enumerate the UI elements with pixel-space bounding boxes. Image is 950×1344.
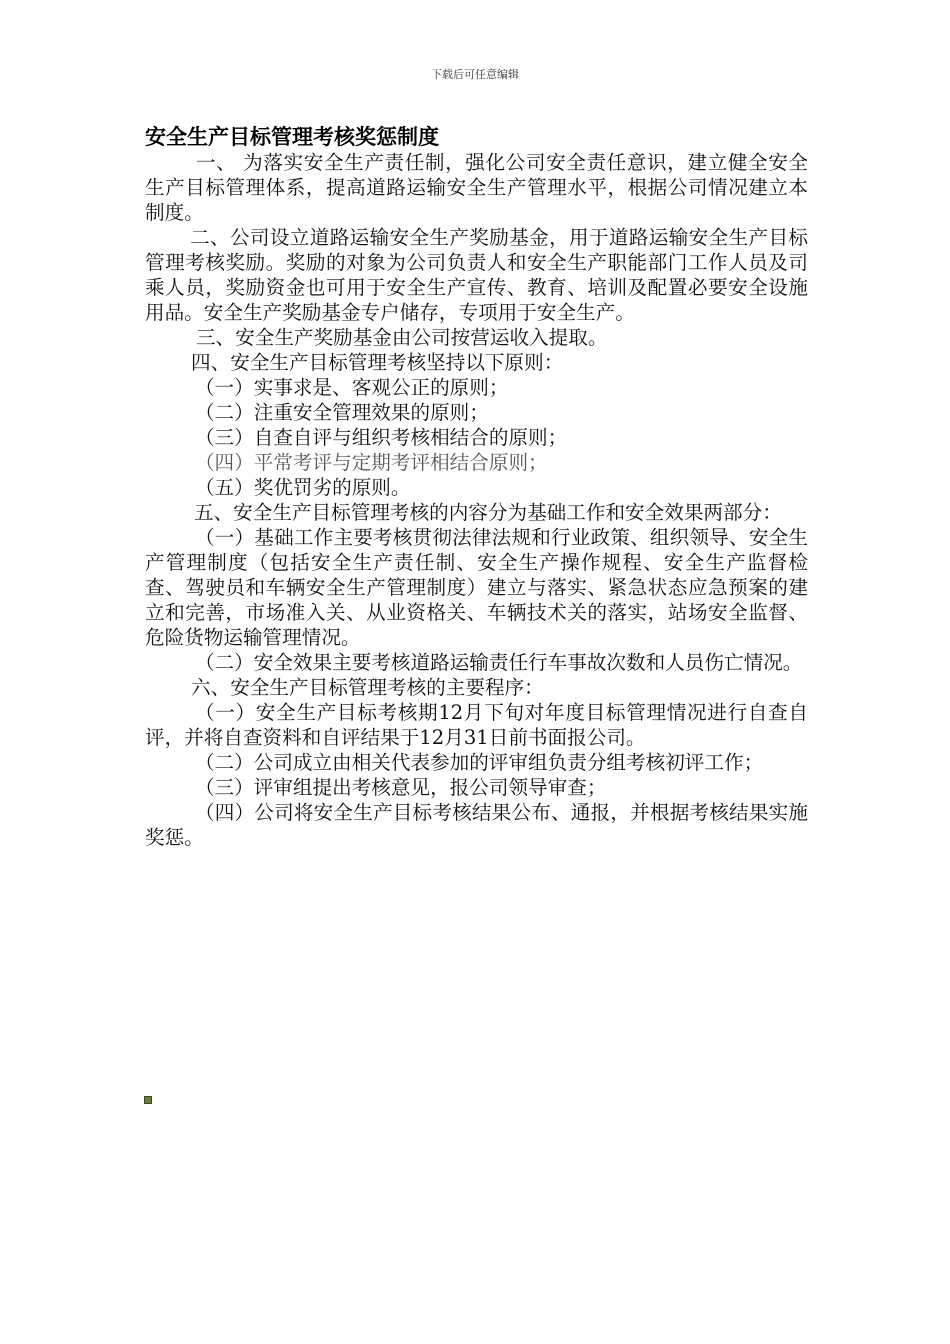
paragraph-1: 一、 为落实安全生产责任制，强化公司安全责任意识，建立健全安全生产目标管理体系，提高道路运输安全生产管理水平，根据公司情况建立本制度。 — [145, 151, 808, 224]
principle-5: （五）奖优罚劣的原则。 — [194, 476, 411, 499]
paragraph-6: 六、安全生产目标管理考核的主要程序： — [191, 676, 544, 699]
document-body — [145, 124, 808, 850]
small-image-icon — [144, 1096, 152, 1104]
principle-1: （一）实事求是、客观公正的原则； — [194, 376, 509, 399]
procedure-item-2: （二）公司成立由相关代表参加的评审组负责分组考核初评工作； — [194, 751, 764, 774]
procedure-item-1: （一）安全生产目标考核期12月下旬对年度目标管理情况进行自查自评，并将自查资料和自评结果于12月31日前书面报公司。 — [145, 701, 808, 749]
procedure-item-4: （四）公司将安全生产目标考核结果公布、通报，并根据考核结果实施奖惩。 — [145, 801, 808, 849]
paragraph-4: 四、安全生产目标管理考核坚持以下原则： — [191, 351, 564, 374]
content-item-2: （二）安全效果主要考核道路运输责任行车事故次数和人员伤亡情况。 — [194, 651, 803, 674]
procedure-item-3: （三）评审组提出考核意见，报公司领导审查； — [194, 776, 607, 799]
principle-4: （四）平常考评与定期考评相结合原则； — [194, 451, 548, 474]
paragraph-2: 二、公司设立道路运输安全生产奖励基金，用于道路运输安全生产目标管理考核奖励。奖励的对象为公司负责人和安全生产职能部门工作人员及司乘人员，奖励资金也可用于安全生产宣传、教育、培训及配置必要安全设施用品。安全生产奖励基金专户储存，专项用于安全生产。 — [145, 226, 808, 324]
paragraph-5: 五、安全生产目标管理考核的内容分为基础工作和安全效果两部分： — [194, 501, 782, 524]
principle-3: （三）自查自评与组织考核相结合的原则； — [194, 426, 568, 449]
page-header-note: 下载后可任意编辑 — [431, 68, 519, 81]
principle-2: （二）注重安全管理效果的原则； — [194, 401, 489, 424]
document-title: 安全生产目标管理考核奖惩制度 — [145, 125, 439, 149]
paragraph-3: 三、安全生产奖励基金由公司按营运收入提取。 — [195, 326, 608, 349]
content-item-1: （一）基础工作主要考核贯彻法律法规和行业政策、组织领导、安全生产管理制度（包括安全生产责任制、安全生产操作规程、安全生产监督检查、驾驶员和车辆安全生产管理制度）建立与落实、紧急状态应急预案的建立和完善，市场准入关、从业资格关、车辆技术关的落实，站场安全监督、危险货物运输管理情况。 — [145, 526, 808, 649]
